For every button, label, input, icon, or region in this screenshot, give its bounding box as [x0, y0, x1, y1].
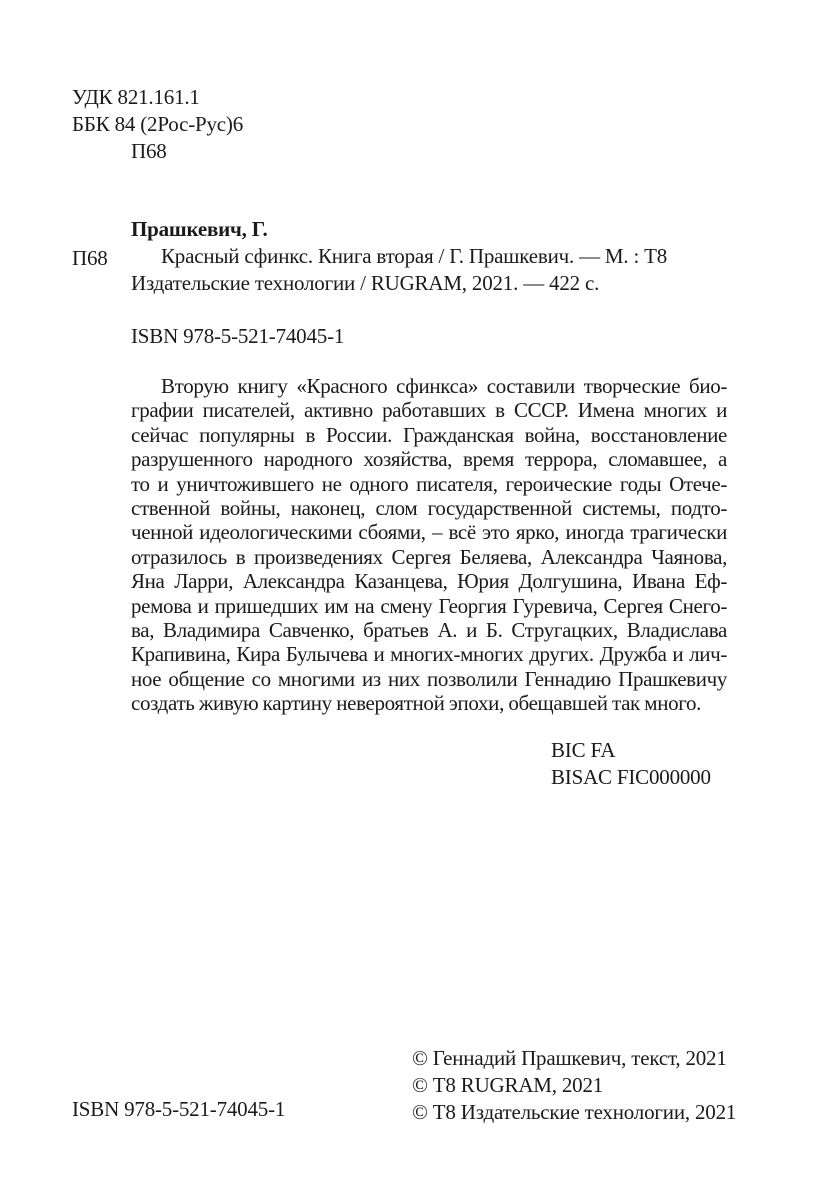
annotation-line: то и уничтожившего не одного писателя, героические годы Отече-	[131, 471, 727, 496]
bisac-code: BISAC FIC000000	[551, 765, 711, 789]
bbk-code: ББК 84 (2Рос-Рус)6	[72, 112, 244, 136]
annotation-line: графии писателей, активно работавших в СССР. Имена многих и	[131, 398, 727, 423]
annotation-line: ственной войны, наконец, слом государственной системы, подто-	[131, 495, 727, 520]
annotation-line: ва, Владимира Савченко, братьев А. и Б. Стругацких, Владислава	[131, 617, 727, 642]
annotation-line: разрушенного народного хозяйства, время террора, сломавшее, а	[131, 447, 727, 472]
annotation-line: создать живую картину невероятной эпохи, обещавшей так много.	[131, 691, 702, 716]
annotation-line: Крапивина, Кира Булычева и многих-многих других. Дружба и лич-	[131, 642, 727, 667]
udk-code: УДК 821.161.1	[72, 85, 200, 109]
annotation-paragraph	[131, 374, 727, 715]
publisher-line: Издательские технологии / RUGRAM, 2021. — 422 с.	[131, 271, 600, 295]
annotation-line: Вторую книгу «Красного сфинкса» составили творческие био-	[161, 374, 727, 398]
footer-isbn: ISBN 978-5-521-74045-1	[72, 1097, 286, 1121]
copyright-rugram: © Т8 RUGRAM, 2021	[412, 1073, 604, 1097]
annotation-line: ное общение со многими из них позволили Геннадию Прашкевичу	[131, 666, 727, 691]
annotation-line: ченной идеологическими сбоями, – всё это ярко, иногда трагически	[131, 520, 727, 545]
title-line: Красный сфинкс. Книга вторая / Г. Прашкевич. — М. : Т8	[161, 244, 668, 268]
bic-code: BIC FA	[551, 738, 616, 762]
author-mark: П68	[131, 139, 167, 163]
annotation-line: ремова и пришедших им на смену Георгия Гуревича, Сергея Снего-	[131, 593, 727, 618]
copyright-publisher: © Т8 Издательские технологии, 2021	[412, 1100, 737, 1124]
record-isbn: ISBN 978-5-521-74045-1	[131, 324, 345, 348]
annotation-line: сейчас популярны в России. Гражданская война, восстановление	[131, 422, 727, 447]
side-author-mark: П68	[72, 246, 108, 270]
copyright-author: © Геннадий Прашкевич, текст, 2021	[412, 1046, 727, 1070]
author-name: Прашкевич, Г.	[131, 217, 268, 241]
annotation-line: Яна Ларри, Александра Казанцева, Юрия Долгушина, Ивана Еф-	[131, 569, 727, 594]
annotation-line: отразилось в произведениях Сергея Беляева, Александра Чаянова,	[131, 544, 727, 569]
